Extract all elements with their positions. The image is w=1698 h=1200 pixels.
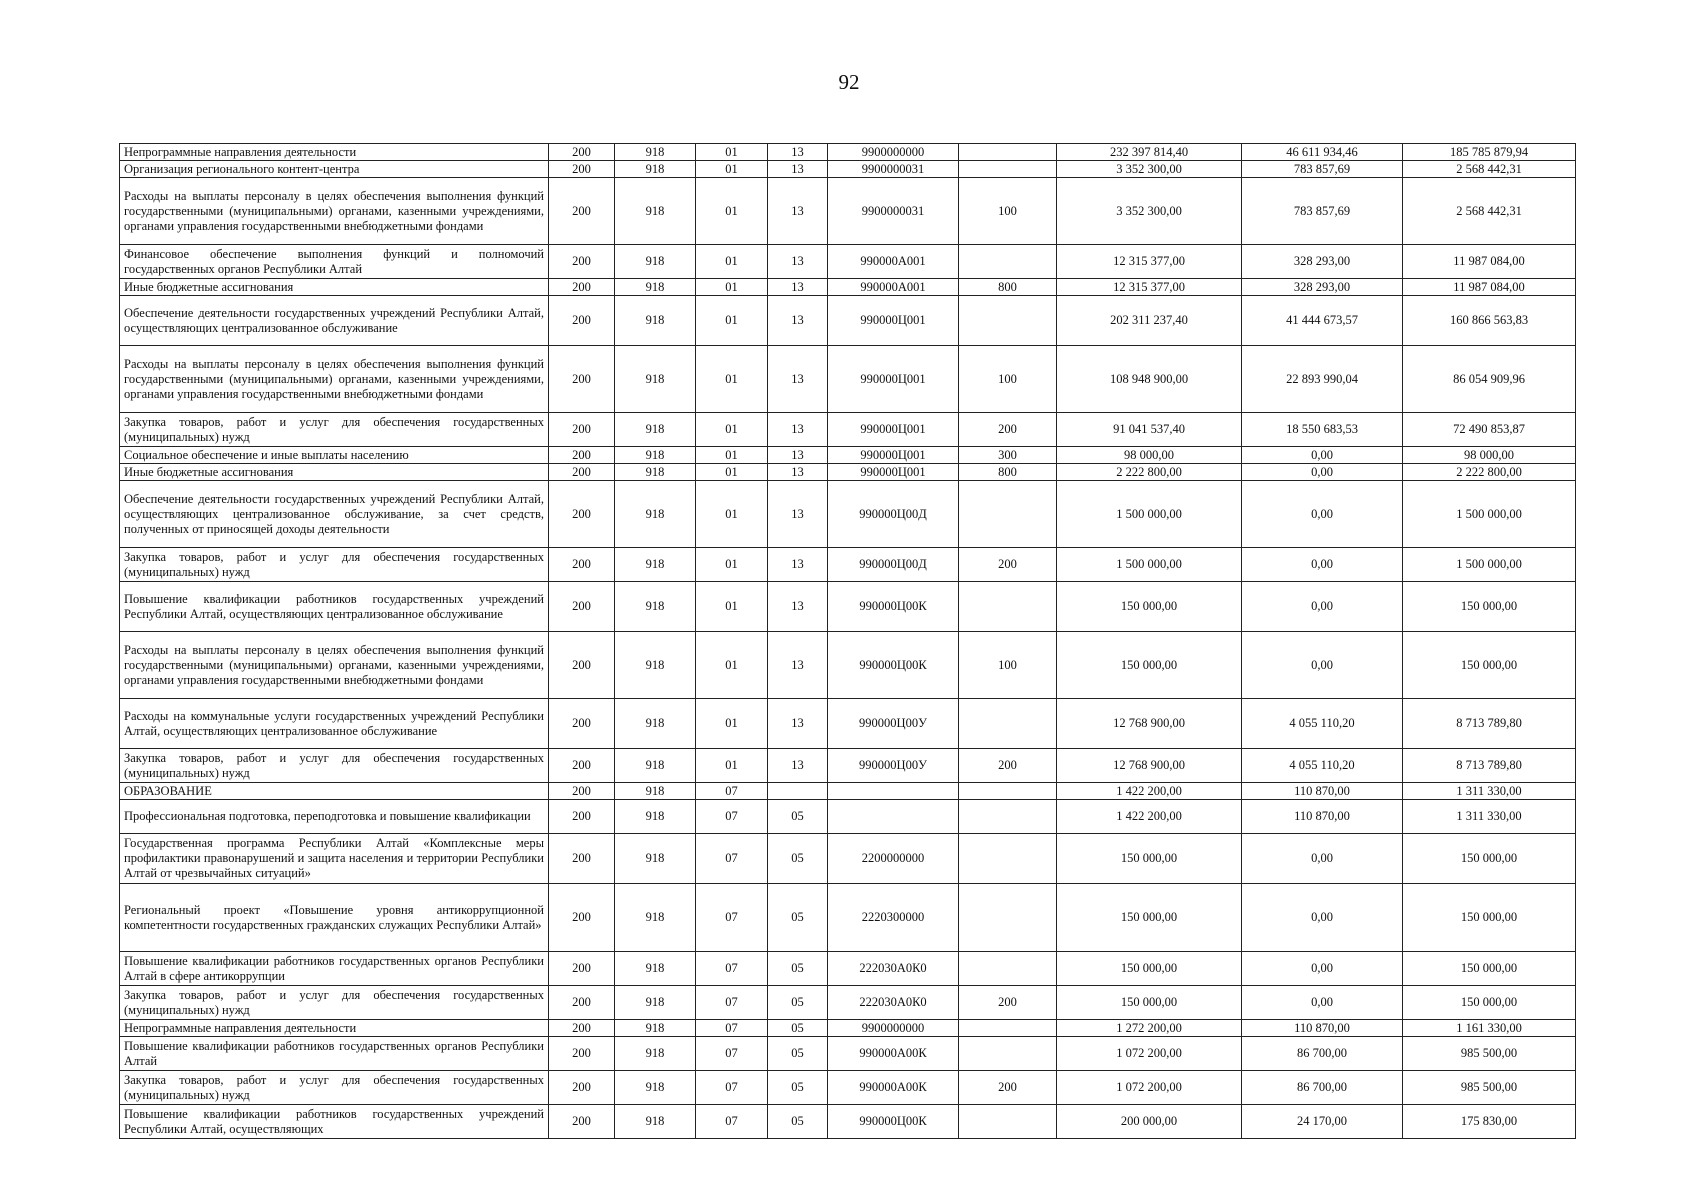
department-code-cell: 918 bbox=[615, 632, 696, 699]
target-article-code-cell: 990000Ц00К bbox=[828, 582, 959, 632]
subsection-code-cell: 13 bbox=[768, 296, 828, 346]
section-code-cell: 07 bbox=[696, 1037, 768, 1071]
subsection-code-cell: 13 bbox=[768, 413, 828, 447]
expense-type-code-cell bbox=[959, 582, 1057, 632]
ministry-code-cell: 200 bbox=[549, 413, 615, 447]
item-name-cell: Закупка товаров, работ и услуг для обеспечения государственных (муниципальных) нужд bbox=[120, 413, 549, 447]
ministry-code-cell: 200 bbox=[549, 1020, 615, 1037]
item-name-cell: Обеспечение деятельности государственных учреждений Республики Алтай, осуществляющих централизованное обслуживание, за счет средств, полученных от приносящей доходы деятельности bbox=[120, 481, 549, 548]
section-code-cell: 01 bbox=[696, 296, 768, 346]
department-code-cell: 918 bbox=[615, 1105, 696, 1139]
expense-type-code-cell: 100 bbox=[959, 346, 1057, 413]
expense-type-code-cell: 200 bbox=[959, 1071, 1057, 1105]
plan-amount-cell: 1 272 200,00 bbox=[1057, 1020, 1242, 1037]
target-article-code-cell: 990000А00К bbox=[828, 1071, 959, 1105]
target-article-code-cell: 990000Ц001 bbox=[828, 464, 959, 481]
budget-table bbox=[119, 143, 1576, 1139]
department-code-cell: 918 bbox=[615, 178, 696, 245]
executed-amount-cell: 110 870,00 bbox=[1242, 800, 1403, 834]
section-code-cell: 07 bbox=[696, 1020, 768, 1037]
plan-amount-cell: 1 422 200,00 bbox=[1057, 783, 1242, 800]
subsection-code-cell: 13 bbox=[768, 481, 828, 548]
subsection-code-cell: 05 bbox=[768, 986, 828, 1020]
ministry-code-cell: 200 bbox=[549, 632, 615, 699]
executed-amount-cell: 328 293,00 bbox=[1242, 279, 1403, 296]
subsection-code-cell bbox=[768, 783, 828, 800]
remaining-amount-cell: 150 000,00 bbox=[1403, 582, 1576, 632]
table-row bbox=[120, 447, 1576, 464]
target-article-code-cell: 9900000031 bbox=[828, 178, 959, 245]
target-article-code-cell: 990000Ц00Д bbox=[828, 548, 959, 582]
department-code-cell: 918 bbox=[615, 1071, 696, 1105]
ministry-code-cell: 200 bbox=[549, 245, 615, 279]
subsection-code-cell: 05 bbox=[768, 1105, 828, 1139]
expense-type-code-cell: 200 bbox=[959, 413, 1057, 447]
subsection-code-cell: 05 bbox=[768, 952, 828, 986]
executed-amount-cell: 0,00 bbox=[1242, 548, 1403, 582]
table-row bbox=[120, 161, 1576, 178]
department-code-cell: 918 bbox=[615, 884, 696, 952]
ministry-code-cell: 200 bbox=[549, 699, 615, 749]
remaining-amount-cell: 985 500,00 bbox=[1403, 1071, 1576, 1105]
item-name-cell: Непрограммные направления деятельности bbox=[120, 1020, 549, 1037]
subsection-code-cell: 13 bbox=[768, 279, 828, 296]
target-article-code-cell: 222030А0К0 bbox=[828, 952, 959, 986]
plan-amount-cell: 91 041 537,40 bbox=[1057, 413, 1242, 447]
section-code-cell: 07 bbox=[696, 800, 768, 834]
target-article-code-cell: 990000Ц001 bbox=[828, 296, 959, 346]
ministry-code-cell: 200 bbox=[549, 144, 615, 161]
subsection-code-cell: 13 bbox=[768, 582, 828, 632]
executed-amount-cell: 18 550 683,53 bbox=[1242, 413, 1403, 447]
plan-amount-cell: 202 311 237,40 bbox=[1057, 296, 1242, 346]
executed-amount-cell: 46 611 934,46 bbox=[1242, 144, 1403, 161]
target-article-code-cell: 990000Ц00У bbox=[828, 699, 959, 749]
department-code-cell: 918 bbox=[615, 952, 696, 986]
remaining-amount-cell: 150 000,00 bbox=[1403, 986, 1576, 1020]
remaining-amount-cell: 8 713 789,80 bbox=[1403, 749, 1576, 783]
plan-amount-cell: 108 948 900,00 bbox=[1057, 346, 1242, 413]
executed-amount-cell: 783 857,69 bbox=[1242, 161, 1403, 178]
table-row bbox=[120, 1020, 1576, 1037]
ministry-code-cell: 200 bbox=[549, 749, 615, 783]
executed-amount-cell: 24 170,00 bbox=[1242, 1105, 1403, 1139]
section-code-cell: 01 bbox=[696, 279, 768, 296]
item-name-cell: Расходы на коммунальные услуги государственных учреждений Республики Алтай, осуществляющих централизованное обслуживание bbox=[120, 699, 549, 749]
item-name-cell: Непрограммные направления деятельности bbox=[120, 144, 549, 161]
executed-amount-cell: 0,00 bbox=[1242, 986, 1403, 1020]
subsection-code-cell: 05 bbox=[768, 1020, 828, 1037]
expense-type-code-cell bbox=[959, 296, 1057, 346]
item-name-cell: Закупка товаров, работ и услуг для обеспечения государственных (муниципальных) нужд bbox=[120, 548, 549, 582]
ministry-code-cell: 200 bbox=[549, 1105, 615, 1139]
expense-type-code-cell bbox=[959, 800, 1057, 834]
plan-amount-cell: 12 768 900,00 bbox=[1057, 699, 1242, 749]
executed-amount-cell: 41 444 673,57 bbox=[1242, 296, 1403, 346]
department-code-cell: 918 bbox=[615, 346, 696, 413]
table-row bbox=[120, 245, 1576, 279]
executed-amount-cell: 0,00 bbox=[1242, 632, 1403, 699]
executed-amount-cell: 4 055 110,20 bbox=[1242, 749, 1403, 783]
remaining-amount-cell: 985 500,00 bbox=[1403, 1037, 1576, 1071]
item-name-cell: Закупка товаров, работ и услуг для обеспечения государственных (муниципальных) нужд bbox=[120, 749, 549, 783]
item-name-cell: Государственная программа Республики Алтай «Комплексные меры профилактики правонарушений и защита населения и территории Республики Алтай от чрезвычайных ситуаций» bbox=[120, 834, 549, 884]
department-code-cell: 918 bbox=[615, 582, 696, 632]
target-article-code-cell: 990000А001 bbox=[828, 245, 959, 279]
table-row bbox=[120, 884, 1576, 952]
remaining-amount-cell: 150 000,00 bbox=[1403, 884, 1576, 952]
target-article-code-cell: 222030А0К0 bbox=[828, 986, 959, 1020]
expense-type-code-cell bbox=[959, 1105, 1057, 1139]
ministry-code-cell: 200 bbox=[549, 834, 615, 884]
department-code-cell: 918 bbox=[615, 413, 696, 447]
expense-type-code-cell: 100 bbox=[959, 632, 1057, 699]
table-row bbox=[120, 1037, 1576, 1071]
section-code-cell: 01 bbox=[696, 447, 768, 464]
plan-amount-cell: 2 222 800,00 bbox=[1057, 464, 1242, 481]
section-code-cell: 01 bbox=[696, 749, 768, 783]
remaining-amount-cell: 2 222 800,00 bbox=[1403, 464, 1576, 481]
ministry-code-cell: 200 bbox=[549, 178, 615, 245]
plan-amount-cell: 200 000,00 bbox=[1057, 1105, 1242, 1139]
department-code-cell: 918 bbox=[615, 296, 696, 346]
expense-type-code-cell bbox=[959, 783, 1057, 800]
ministry-code-cell: 200 bbox=[549, 952, 615, 986]
plan-amount-cell: 3 352 300,00 bbox=[1057, 178, 1242, 245]
subsection-code-cell: 13 bbox=[768, 144, 828, 161]
section-code-cell: 07 bbox=[696, 986, 768, 1020]
expense-type-code-cell: 800 bbox=[959, 279, 1057, 296]
ministry-code-cell: 200 bbox=[549, 884, 615, 952]
expense-type-code-cell bbox=[959, 884, 1057, 952]
subsection-code-cell: 05 bbox=[768, 1037, 828, 1071]
section-code-cell: 07 bbox=[696, 1105, 768, 1139]
table-row bbox=[120, 464, 1576, 481]
department-code-cell: 918 bbox=[615, 783, 696, 800]
remaining-amount-cell: 2 568 442,31 bbox=[1403, 178, 1576, 245]
ministry-code-cell: 200 bbox=[549, 346, 615, 413]
department-code-cell: 918 bbox=[615, 161, 696, 178]
executed-amount-cell: 783 857,69 bbox=[1242, 178, 1403, 245]
ministry-code-cell: 200 bbox=[549, 800, 615, 834]
section-code-cell: 01 bbox=[696, 144, 768, 161]
item-name-cell: Повышение квалификации работников государственных органов Республики Алтай в сфере антикоррупции bbox=[120, 952, 549, 986]
remaining-amount-cell: 1 500 000,00 bbox=[1403, 481, 1576, 548]
executed-amount-cell: 0,00 bbox=[1242, 884, 1403, 952]
executed-amount-cell: 110 870,00 bbox=[1242, 1020, 1403, 1037]
ministry-code-cell: 200 bbox=[549, 986, 615, 1020]
table-row bbox=[120, 178, 1576, 245]
remaining-amount-cell: 1 311 330,00 bbox=[1403, 783, 1576, 800]
ministry-code-cell: 200 bbox=[549, 1071, 615, 1105]
executed-amount-cell: 0,00 bbox=[1242, 952, 1403, 986]
table-row bbox=[120, 296, 1576, 346]
executed-amount-cell: 0,00 bbox=[1242, 582, 1403, 632]
executed-amount-cell: 0,00 bbox=[1242, 834, 1403, 884]
plan-amount-cell: 1 422 200,00 bbox=[1057, 800, 1242, 834]
subsection-code-cell: 13 bbox=[768, 749, 828, 783]
department-code-cell: 918 bbox=[615, 699, 696, 749]
target-article-code-cell bbox=[828, 800, 959, 834]
table-row bbox=[120, 986, 1576, 1020]
expense-type-code-cell: 100 bbox=[959, 178, 1057, 245]
remaining-amount-cell: 86 054 909,96 bbox=[1403, 346, 1576, 413]
expense-type-code-cell bbox=[959, 161, 1057, 178]
plan-amount-cell: 232 397 814,40 bbox=[1057, 144, 1242, 161]
executed-amount-cell: 86 700,00 bbox=[1242, 1037, 1403, 1071]
plan-amount-cell: 1 072 200,00 bbox=[1057, 1037, 1242, 1071]
ministry-code-cell: 200 bbox=[549, 464, 615, 481]
department-code-cell: 918 bbox=[615, 144, 696, 161]
section-code-cell: 07 bbox=[696, 952, 768, 986]
section-code-cell: 07 bbox=[696, 884, 768, 952]
page-number: 92 bbox=[838, 70, 860, 94]
target-article-code-cell: 2200000000 bbox=[828, 834, 959, 884]
ministry-code-cell: 200 bbox=[549, 783, 615, 800]
item-name-cell: ОБРАЗОВАНИЕ bbox=[120, 783, 549, 800]
department-code-cell: 918 bbox=[615, 1037, 696, 1071]
subsection-code-cell: 13 bbox=[768, 447, 828, 464]
item-name-cell: Социальное обеспечение и иные выплаты населению bbox=[120, 447, 549, 464]
ministry-code-cell: 200 bbox=[549, 447, 615, 464]
section-code-cell: 01 bbox=[696, 245, 768, 279]
plan-amount-cell: 150 000,00 bbox=[1057, 986, 1242, 1020]
ministry-code-cell: 200 bbox=[549, 481, 615, 548]
plan-amount-cell: 1 500 000,00 bbox=[1057, 481, 1242, 548]
section-code-cell: 01 bbox=[696, 582, 768, 632]
table-row bbox=[120, 481, 1576, 548]
remaining-amount-cell: 1 500 000,00 bbox=[1403, 548, 1576, 582]
target-article-code-cell: 990000А00К bbox=[828, 1037, 959, 1071]
item-name-cell: Иные бюджетные ассигнования bbox=[120, 279, 549, 296]
remaining-amount-cell: 150 000,00 bbox=[1403, 834, 1576, 884]
section-code-cell: 01 bbox=[696, 413, 768, 447]
subsection-code-cell: 13 bbox=[768, 632, 828, 699]
expense-type-code-cell: 300 bbox=[959, 447, 1057, 464]
executed-amount-cell: 86 700,00 bbox=[1242, 1071, 1403, 1105]
subsection-code-cell: 13 bbox=[768, 161, 828, 178]
table-row bbox=[120, 632, 1576, 699]
item-name-cell: Иные бюджетные ассигнования bbox=[120, 464, 549, 481]
table-row bbox=[120, 952, 1576, 986]
remaining-amount-cell: 8 713 789,80 bbox=[1403, 699, 1576, 749]
table-row bbox=[120, 1071, 1576, 1105]
item-name-cell: Региональный проект «Повышение уровня антикоррупционной компетентности государственных гражданских служащих Республики Алтай» bbox=[120, 884, 549, 952]
subsection-code-cell: 05 bbox=[768, 1071, 828, 1105]
target-article-code-cell: 9900000000 bbox=[828, 1020, 959, 1037]
plan-amount-cell: 150 000,00 bbox=[1057, 632, 1242, 699]
table-row bbox=[120, 279, 1576, 296]
section-code-cell: 07 bbox=[696, 1071, 768, 1105]
executed-amount-cell: 110 870,00 bbox=[1242, 783, 1403, 800]
target-article-code-cell: 990000Ц001 bbox=[828, 447, 959, 464]
ministry-code-cell: 200 bbox=[549, 548, 615, 582]
remaining-amount-cell: 1 311 330,00 bbox=[1403, 800, 1576, 834]
target-article-code-cell: 990000Ц00К bbox=[828, 632, 959, 699]
plan-amount-cell: 12 315 377,00 bbox=[1057, 245, 1242, 279]
section-code-cell: 01 bbox=[696, 346, 768, 413]
subsection-code-cell: 13 bbox=[768, 464, 828, 481]
item-name-cell: Повышение квалификации работников государственных учреждений Республики Алтай, осуществляющих bbox=[120, 1105, 549, 1139]
section-code-cell: 07 bbox=[696, 834, 768, 884]
remaining-amount-cell: 150 000,00 bbox=[1403, 632, 1576, 699]
subsection-code-cell: 13 bbox=[768, 699, 828, 749]
table-row bbox=[120, 548, 1576, 582]
department-code-cell: 918 bbox=[615, 481, 696, 548]
expense-type-code-cell bbox=[959, 834, 1057, 884]
plan-amount-cell: 1 500 000,00 bbox=[1057, 548, 1242, 582]
table-row bbox=[120, 582, 1576, 632]
plan-amount-cell: 1 072 200,00 bbox=[1057, 1071, 1242, 1105]
ministry-code-cell: 200 bbox=[549, 279, 615, 296]
remaining-amount-cell: 11 987 084,00 bbox=[1403, 279, 1576, 296]
subsection-code-cell: 05 bbox=[768, 800, 828, 834]
subsection-code-cell: 13 bbox=[768, 178, 828, 245]
subsection-code-cell: 05 bbox=[768, 884, 828, 952]
department-code-cell: 918 bbox=[615, 986, 696, 1020]
remaining-amount-cell: 175 830,00 bbox=[1403, 1105, 1576, 1139]
expense-type-code-cell: 800 bbox=[959, 464, 1057, 481]
table-row bbox=[120, 783, 1576, 800]
expense-type-code-cell bbox=[959, 245, 1057, 279]
table-row bbox=[120, 346, 1576, 413]
remaining-amount-cell: 150 000,00 bbox=[1403, 952, 1576, 986]
plan-amount-cell: 98 000,00 bbox=[1057, 447, 1242, 464]
item-name-cell: Закупка товаров, работ и услуг для обеспечения государственных (муниципальных) нужд bbox=[120, 986, 549, 1020]
target-article-code-cell: 990000Ц00Д bbox=[828, 481, 959, 548]
executed-amount-cell: 4 055 110,20 bbox=[1242, 699, 1403, 749]
target-article-code-cell: 9900000000 bbox=[828, 144, 959, 161]
ministry-code-cell: 200 bbox=[549, 582, 615, 632]
department-code-cell: 918 bbox=[615, 749, 696, 783]
remaining-amount-cell: 185 785 879,94 bbox=[1403, 144, 1576, 161]
section-code-cell: 01 bbox=[696, 161, 768, 178]
item-name-cell: Расходы на выплаты персоналу в целях обеспечения выполнения функций государственными (муниципальными) органами, казенными учреждениями, органами управления государственными внебюджетными фондами bbox=[120, 632, 549, 699]
target-article-code-cell: 990000Ц00К bbox=[828, 1105, 959, 1139]
executed-amount-cell: 0,00 bbox=[1242, 447, 1403, 464]
item-name-cell: Финансовое обеспечение выполнения функций и полномочий государственных органов Республики Алтай bbox=[120, 245, 549, 279]
executed-amount-cell: 22 893 990,04 bbox=[1242, 346, 1403, 413]
department-code-cell: 918 bbox=[615, 279, 696, 296]
section-code-cell: 07 bbox=[696, 783, 768, 800]
section-code-cell: 01 bbox=[696, 699, 768, 749]
section-code-cell: 01 bbox=[696, 632, 768, 699]
remaining-amount-cell: 72 490 853,87 bbox=[1403, 413, 1576, 447]
target-article-code-cell bbox=[828, 783, 959, 800]
ministry-code-cell: 200 bbox=[549, 296, 615, 346]
table-row bbox=[120, 800, 1576, 834]
ministry-code-cell: 200 bbox=[549, 1037, 615, 1071]
remaining-amount-cell: 160 866 563,83 bbox=[1403, 296, 1576, 346]
target-article-code-cell: 990000Ц001 bbox=[828, 413, 959, 447]
department-code-cell: 918 bbox=[615, 1020, 696, 1037]
table-row bbox=[120, 699, 1576, 749]
target-article-code-cell: 9900000031 bbox=[828, 161, 959, 178]
item-name-cell: Расходы на выплаты персоналу в целях обеспечения выполнения функций государственными (муниципальными) органами, казенными учреждениями, органами управления государственными внебюджетными фондами bbox=[120, 178, 549, 245]
subsection-code-cell: 13 bbox=[768, 548, 828, 582]
expense-type-code-cell bbox=[959, 1020, 1057, 1037]
expense-type-code-cell bbox=[959, 481, 1057, 548]
department-code-cell: 918 bbox=[615, 834, 696, 884]
item-name-cell: Закупка товаров, работ и услуг для обеспечения государственных (муниципальных) нужд bbox=[120, 1071, 549, 1105]
expense-type-code-cell: 200 bbox=[959, 986, 1057, 1020]
remaining-amount-cell: 2 568 442,31 bbox=[1403, 161, 1576, 178]
target-article-code-cell: 990000А001 bbox=[828, 279, 959, 296]
subsection-code-cell: 05 bbox=[768, 834, 828, 884]
table-row bbox=[120, 144, 1576, 161]
expense-type-code-cell: 200 bbox=[959, 749, 1057, 783]
item-name-cell: Обеспечение деятельности государственных учреждений Республики Алтай, осуществляющих централизованное обслуживание bbox=[120, 296, 549, 346]
department-code-cell: 918 bbox=[615, 548, 696, 582]
expense-type-code-cell bbox=[959, 952, 1057, 986]
expense-type-code-cell bbox=[959, 699, 1057, 749]
department-code-cell: 918 bbox=[615, 464, 696, 481]
item-name-cell: Расходы на выплаты персоналу в целях обеспечения выполнения функций государственными (муниципальными) органами, казенными учреждениями, органами управления государственными внебюджетными фондами bbox=[120, 346, 549, 413]
plan-amount-cell: 150 000,00 bbox=[1057, 834, 1242, 884]
executed-amount-cell: 0,00 bbox=[1242, 464, 1403, 481]
department-code-cell: 918 bbox=[615, 245, 696, 279]
plan-amount-cell: 150 000,00 bbox=[1057, 884, 1242, 952]
executed-amount-cell: 328 293,00 bbox=[1242, 245, 1403, 279]
item-name-cell: Профессиональная подготовка, переподготовка и повышение квалификации bbox=[120, 800, 549, 834]
plan-amount-cell: 3 352 300,00 bbox=[1057, 161, 1242, 178]
plan-amount-cell: 12 315 377,00 bbox=[1057, 279, 1242, 296]
remaining-amount-cell: 98 000,00 bbox=[1403, 447, 1576, 464]
item-name-cell: Повышение квалификации работников государственных учреждений Республики Алтай, осуществляющих централизованное обслуживание bbox=[120, 582, 549, 632]
expense-type-code-cell: 200 bbox=[959, 548, 1057, 582]
expense-type-code-cell bbox=[959, 144, 1057, 161]
item-name-cell: Организация регионального контент-центра bbox=[120, 161, 549, 178]
expense-type-code-cell bbox=[959, 1037, 1057, 1071]
table-row bbox=[120, 413, 1576, 447]
target-article-code-cell: 990000Ц001 bbox=[828, 346, 959, 413]
department-code-cell: 918 bbox=[615, 447, 696, 464]
table-row bbox=[120, 1105, 1576, 1139]
remaining-amount-cell: 11 987 084,00 bbox=[1403, 245, 1576, 279]
department-code-cell: 918 bbox=[615, 800, 696, 834]
ministry-code-cell: 200 bbox=[549, 161, 615, 178]
section-code-cell: 01 bbox=[696, 464, 768, 481]
plan-amount-cell: 150 000,00 bbox=[1057, 952, 1242, 986]
table-row bbox=[120, 834, 1576, 884]
section-code-cell: 01 bbox=[696, 548, 768, 582]
item-name-cell: Повышение квалификации работников государственных органов Республики Алтай bbox=[120, 1037, 549, 1071]
plan-amount-cell: 12 768 900,00 bbox=[1057, 749, 1242, 783]
executed-amount-cell: 0,00 bbox=[1242, 481, 1403, 548]
subsection-code-cell: 13 bbox=[768, 245, 828, 279]
table-row bbox=[120, 749, 1576, 783]
remaining-amount-cell: 1 161 330,00 bbox=[1403, 1020, 1576, 1037]
target-article-code-cell: 990000Ц00У bbox=[828, 749, 959, 783]
section-code-cell: 01 bbox=[696, 178, 768, 245]
plan-amount-cell: 150 000,00 bbox=[1057, 582, 1242, 632]
subsection-code-cell: 13 bbox=[768, 346, 828, 413]
target-article-code-cell: 2220300000 bbox=[828, 884, 959, 952]
section-code-cell: 01 bbox=[696, 481, 768, 548]
